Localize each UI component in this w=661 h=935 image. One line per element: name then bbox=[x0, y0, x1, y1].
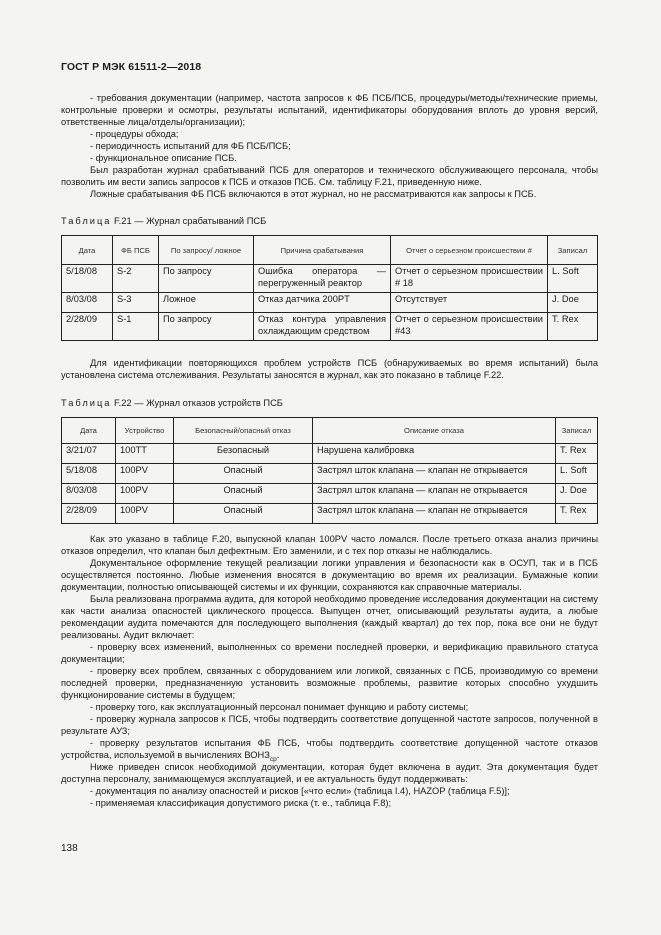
table-cell: T. Rex bbox=[548, 313, 598, 341]
table-cell: 100PV bbox=[116, 464, 174, 484]
table-cell: Застрял шток клапана — клапан не открывается bbox=[313, 484, 556, 504]
paragraph: Для идентификации повторяющихся проблем устройств ПСБ (обнаруживаемых во время испытаний) была установлена система отслеживания. Результаты заносятся в журнал, как это показано в таблице F.22. bbox=[61, 358, 598, 380]
table-cell: 100PV bbox=[116, 504, 174, 524]
table-cell: S-3 bbox=[113, 293, 159, 313]
table-header-row bbox=[62, 418, 598, 444]
table-header-row bbox=[62, 236, 598, 265]
table-cell: 5/18/08 bbox=[62, 265, 113, 293]
column-header: Записал bbox=[556, 418, 598, 444]
table-cell: L. Soft bbox=[556, 464, 598, 484]
table-cell: Нарушена калибровка bbox=[313, 444, 556, 464]
table-cell: 5/18/08 bbox=[62, 464, 116, 484]
table-cell: T. Rex bbox=[556, 444, 598, 464]
table-cell: 8/03/08 bbox=[62, 484, 116, 504]
list-item: - процедуры обхода; bbox=[90, 129, 179, 139]
table-cell: Опасный bbox=[174, 484, 313, 504]
page-title: ГОСТ Р МЭК 61511-2—2018 bbox=[61, 61, 202, 73]
page-number: 138 bbox=[61, 843, 78, 854]
paragraph: Документальное оформление текущей реализации логики управления и безопасности как в ОСУП, так и в ПСБ осуществляется постоянно. Любые изменения вносятся в документацию во время их реализации. Бумажные копии документации, полностью описывающей системы и их функции, сохраняются как справочные материалы. bbox=[61, 558, 598, 592]
table-cell: Отсутствует bbox=[391, 293, 548, 313]
table-cell: Застрял шток клапана — клапан не открывается bbox=[313, 464, 556, 484]
column-header: Безопасный/опасный отказ bbox=[174, 418, 313, 444]
table-caption: Таблица F.21 — Журнал срабатываний ПСБ bbox=[61, 216, 267, 226]
main-text bbox=[61, 533, 598, 809]
table-cell: 100PV bbox=[116, 484, 174, 504]
list-item: - функциональное описание ПСБ. bbox=[90, 153, 237, 163]
table-cell: Отказ контура управления охлаждающим средством bbox=[254, 313, 391, 341]
table-cell: 3/21/07 bbox=[62, 444, 116, 464]
table-cell: T. Rex bbox=[556, 504, 598, 524]
column-header: Дата bbox=[62, 418, 116, 444]
table-row bbox=[62, 464, 598, 484]
list-item: - проверку результатов испытания ФБ ПСБ, чтобы подтвердить соответствие допущенной частоте отказов устройства, используемой в вычислениях $ВОНЗ_{ср}$. bbox=[61, 738, 598, 763]
table-cell: Застрял шток клапана — клапан не открывается bbox=[313, 504, 556, 524]
table-cell: По запросу bbox=[159, 265, 254, 293]
table-cell: J. Doe bbox=[548, 293, 598, 313]
column-header: Дата bbox=[62, 236, 113, 265]
table-cell: J. Doe bbox=[556, 484, 598, 504]
table-row bbox=[62, 504, 598, 524]
list-item: - проверку того, как эксплуатационный персонал понимает функцию и работу системы; bbox=[90, 702, 469, 712]
table-cell: 8/03/08 bbox=[62, 293, 113, 313]
table-cell: Отчет о серьезном происшествии # 18 bbox=[391, 265, 548, 293]
table-cell: L. Soft bbox=[548, 265, 598, 293]
list-item: - документация по анализу опасностей и рисков [«что если» (таблица I.4), HAZOP (таблица F.5)]; bbox=[90, 786, 510, 796]
paragraph: Была реализована программа аудита, для которой необходимо проведение исследования документации на систему как части анализа опасностей циклического процесса. Выпущен отчет, описывающий результаты аудита, а любые рекомендации аудита помечаются для последующего выполнения (каждый квартал) до тех пор, пока все они не будут реализованы. Аудит включает: bbox=[61, 594, 598, 640]
list-item: - применяемая классификация допустимого риска (т. е., таблица F.8); bbox=[90, 798, 392, 808]
intro-section bbox=[61, 92, 598, 200]
column-header: ФБ ПСБ bbox=[113, 236, 159, 265]
table-row bbox=[62, 444, 598, 464]
table-cell: Опасный bbox=[174, 464, 313, 484]
table-cell: S-1 bbox=[113, 313, 159, 341]
table-cell: S-2 bbox=[113, 265, 159, 293]
table-cell: Опасный bbox=[174, 504, 313, 524]
tracking-section bbox=[61, 357, 598, 381]
paragraph: Как это указано в таблице F.20, выпускной клапан 100PV часто ломался. После третьего отказа анализ причины отказов определил, что клапан был дефектным. Его заменили, и с тех пор отказы не наблюдались. bbox=[61, 534, 598, 556]
table-cell: Ошибка оператора — перегруженный реактор bbox=[254, 265, 391, 293]
list-item: - проверку всех изменений, выполненных со времени последней проверки, и верификацию правильного статуса документации; bbox=[61, 642, 598, 664]
table-row bbox=[62, 265, 598, 293]
table-cell: 100TT bbox=[116, 444, 174, 464]
paragraph: Ложные срабатывания ФБ ПСБ включаются в этот журнал, но не рассматриваются как запросы к ПСБ. bbox=[90, 189, 537, 199]
table-f21 bbox=[61, 235, 598, 341]
table-cell: По запросу bbox=[159, 313, 254, 341]
table-cell: Отказ датчика 200PT bbox=[254, 293, 391, 313]
column-header: Описание отказа bbox=[313, 418, 556, 444]
table-row bbox=[62, 293, 598, 313]
list-item: - периодичность испытаний для ФБ ПСБ/ПСБ; bbox=[90, 141, 291, 151]
column-header: Отчет о серьезном происшествии # bbox=[391, 236, 548, 265]
column-header: Устройство bbox=[116, 418, 174, 444]
table-row bbox=[62, 484, 598, 504]
column-header: Причина срабатывания bbox=[254, 236, 391, 265]
paragraph: Был разработан журнал срабатываний ПСБ для операторов и технического обслуживающего персонала, чтобы позволить им вести запись запросов к ПСБ и отказов ПСБ. См. таблицу F.21, приведенную ниже. bbox=[61, 165, 598, 187]
table-cell: Ложное bbox=[159, 293, 254, 313]
table-cell: 2/28/09 bbox=[62, 504, 116, 524]
list-item: - требования документации (например, частота запросов к ФБ ПСБ/ПСБ, процедуры/методы/технические приемы, контрольные проверки и осмотры, результаты испытаний, идентификаторы оборудования вплоть до уровня версий, ответственные лица/отделы/организации); bbox=[61, 93, 598, 127]
paragraph: Ниже приведен список необходимой документации, которая будет включена в аудит. Эта документация будет доступна персоналу, занимающемуся эксплуатацией, и ее актуальность будут поддерживать: bbox=[61, 762, 598, 784]
table-row bbox=[62, 313, 598, 341]
table-caption: Таблица F.22 — Журнал отказов устройств ПСБ bbox=[61, 398, 283, 408]
list-item: - проверку журнала запросов к ПСБ, чтобы подтвердить соответствие допущенной частоте запросов, полученной в результате АУЗ; bbox=[61, 714, 598, 736]
table-cell: Безопасный bbox=[174, 444, 313, 464]
table-f22 bbox=[61, 417, 598, 524]
table-cell: Отчет о серьезном происшествии #43 bbox=[391, 313, 548, 341]
column-header: Записал bbox=[548, 236, 598, 265]
table-cell: 2/28/09 bbox=[62, 313, 113, 341]
list-item: - проверку всех проблем, связанных с оборудованием или логикой, связанных с ПСБ, производимую со времени последней проверки, предназначенную установить возможные проблемы, развитие которых способно ухудшить функционирование системы в будущем; bbox=[61, 666, 598, 700]
column-header: По запросу/ ложное bbox=[159, 236, 254, 265]
